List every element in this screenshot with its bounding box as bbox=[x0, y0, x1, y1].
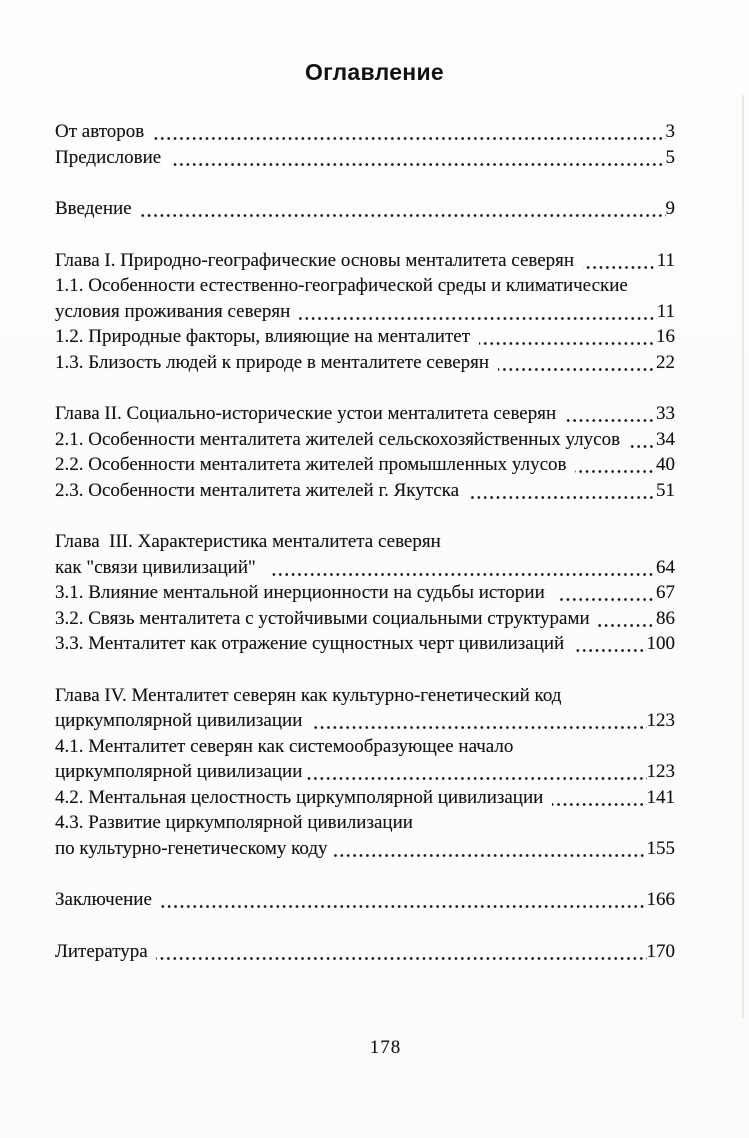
dot-leader bbox=[598, 624, 656, 627]
toc-line-text: 4.1. Менталитет северян как системообразующее начало bbox=[55, 735, 514, 757]
toc-line bbox=[55, 683, 675, 709]
dot-leader bbox=[140, 214, 665, 217]
toc-page-ref: 5 bbox=[665, 146, 675, 168]
dot-leader bbox=[629, 445, 656, 448]
toc-line-text: 2.1. Особенности менталитета жителей сельскохозяйственных улусов bbox=[55, 428, 625, 450]
dot-leader bbox=[332, 854, 647, 857]
toc-line bbox=[55, 452, 675, 478]
toc-line bbox=[55, 299, 675, 325]
toc-line bbox=[55, 810, 675, 836]
toc-line-text: Введение bbox=[55, 198, 137, 219]
toc-page-ref: 33 bbox=[656, 403, 675, 424]
toc-line bbox=[55, 119, 675, 145]
toc-page-ref: 11 bbox=[656, 249, 675, 271]
toc-page-ref: 22 bbox=[656, 351, 675, 373]
toc-line-text: Литература bbox=[55, 940, 153, 962]
dot-leader bbox=[558, 598, 656, 601]
toc-line bbox=[55, 836, 675, 862]
toc-line-text: 1.3. Близость людей к природе в менталитете северян bbox=[55, 351, 494, 373]
toc bbox=[55, 119, 675, 964]
toc-page-ref: 170 bbox=[646, 940, 675, 962]
toc-page-ref: 67 bbox=[656, 582, 675, 603]
dot-leader bbox=[573, 649, 647, 652]
toc-line bbox=[55, 631, 675, 657]
toc-page-ref: 123 bbox=[646, 710, 675, 731]
toc-line bbox=[55, 427, 675, 453]
dot-leader bbox=[161, 905, 647, 908]
dot-leader bbox=[583, 266, 657, 269]
toc-line-text: 1.1. Особенности естественно-географической среды и климатические bbox=[55, 275, 628, 296]
dot-leader bbox=[575, 470, 656, 473]
dot-leader bbox=[498, 368, 656, 371]
toc-page-ref: 155 bbox=[646, 837, 675, 859]
toc-line bbox=[55, 580, 675, 606]
toc-line bbox=[55, 785, 675, 811]
toc-group bbox=[55, 248, 675, 376]
toc-group bbox=[55, 683, 675, 862]
dot-leader bbox=[156, 957, 646, 960]
toc-line-text: как "связи цивилизаций" bbox=[55, 556, 266, 578]
toc-group bbox=[55, 887, 675, 913]
toc-line bbox=[55, 478, 675, 504]
toc-group bbox=[55, 529, 675, 657]
dot-leader bbox=[306, 777, 646, 780]
toc-line-text: 3.2. Связь менталитета с устойчивыми социальными структурами bbox=[55, 607, 595, 629]
dot-leader bbox=[170, 163, 666, 166]
toc-line bbox=[55, 324, 675, 350]
dot-leader bbox=[565, 419, 656, 422]
toc-page-ref: 3 bbox=[665, 121, 675, 142]
dot-leader bbox=[299, 317, 657, 320]
toc-page-ref: 123 bbox=[646, 761, 675, 782]
toc-line-text: циркумполярной цивилизации bbox=[55, 710, 308, 731]
toc-page-ref: 9 bbox=[665, 198, 675, 219]
toc-group bbox=[55, 939, 675, 965]
toc-page-ref: 40 bbox=[656, 454, 675, 475]
page-title: Оглавление bbox=[304, 59, 445, 85]
toc-line bbox=[55, 145, 675, 171]
toc-page-ref: 11 bbox=[656, 300, 675, 322]
toc-line-text: 1.2. Природные факторы, влияющие на менталитет bbox=[55, 326, 475, 347]
toc-group bbox=[55, 401, 675, 503]
toc-line bbox=[55, 273, 675, 299]
toc-line-text: по культурно-генетическому коду bbox=[55, 837, 328, 859]
toc-line bbox=[55, 606, 675, 632]
toc-line bbox=[55, 350, 675, 376]
toc-page-ref: 100 bbox=[646, 633, 675, 654]
toc-line-text: 2.2. Особенности менталитета жителей промышленных улусов bbox=[55, 454, 572, 475]
toc-line bbox=[55, 401, 675, 427]
toc-line bbox=[55, 939, 675, 965]
dot-leader bbox=[311, 726, 646, 729]
toc-line bbox=[55, 734, 675, 760]
toc-line-text: условия проживания северян bbox=[55, 300, 296, 322]
toc-line bbox=[55, 759, 675, 785]
toc-group bbox=[55, 119, 675, 170]
toc-page-ref: 141 bbox=[646, 786, 675, 808]
toc-line-text: 2.3. Особенности менталитета жителей г. Якутска bbox=[55, 479, 464, 501]
scan-edge-shadow bbox=[742, 95, 744, 1018]
dot-leader bbox=[153, 137, 666, 140]
toc-page-ref: 16 bbox=[656, 326, 675, 347]
toc-page-ref: 86 bbox=[656, 607, 675, 629]
toc-page-ref: 34 bbox=[656, 428, 675, 450]
page-number: 178 bbox=[369, 1037, 402, 1058]
toc-page-ref: 64 bbox=[656, 556, 675, 578]
toc-line-text: От авторов bbox=[55, 121, 149, 142]
toc-line-text: Предисловие bbox=[55, 146, 166, 168]
toc-line bbox=[55, 196, 675, 222]
toc-line-text: Глава III. Характеристика менталитета северян bbox=[55, 531, 441, 552]
dot-leader bbox=[552, 803, 646, 806]
toc-line-text: 4.2. Ментальная целостность циркумполярной цивилизации bbox=[55, 786, 549, 808]
toc-line bbox=[55, 887, 675, 913]
toc-line bbox=[55, 248, 675, 274]
toc-line-text: 3.1. Влияние ментальной инерционности на судьбы истории bbox=[55, 582, 555, 603]
toc-line-text: Глава IV. Менталитет северян как культурно-генетический код bbox=[55, 684, 562, 706]
dot-leader bbox=[269, 573, 656, 576]
toc-group bbox=[55, 196, 675, 222]
dot-leader bbox=[468, 496, 656, 499]
toc-line-text: Заключение bbox=[55, 889, 157, 910]
toc-page-ref: 166 bbox=[646, 889, 675, 910]
toc-line-text: циркумполярной цивилизации bbox=[55, 761, 303, 782]
toc-line bbox=[55, 529, 675, 555]
toc-page-ref: 51 bbox=[656, 479, 675, 501]
toc-line-text: 4.3. Развитие циркумполярной цивилизации bbox=[55, 812, 413, 833]
dot-leader bbox=[479, 342, 656, 345]
toc-line bbox=[55, 555, 675, 581]
toc-line-text: Глава II. Социально-исторические устои менталитета северян bbox=[55, 403, 561, 424]
toc-line bbox=[55, 708, 675, 734]
toc-line-text: Глава I. Природно-географические основы менталитета северян bbox=[55, 249, 579, 271]
toc-line-text: 3.3. Менталитет как отражение сущностных черт цивилизаций bbox=[55, 633, 569, 654]
